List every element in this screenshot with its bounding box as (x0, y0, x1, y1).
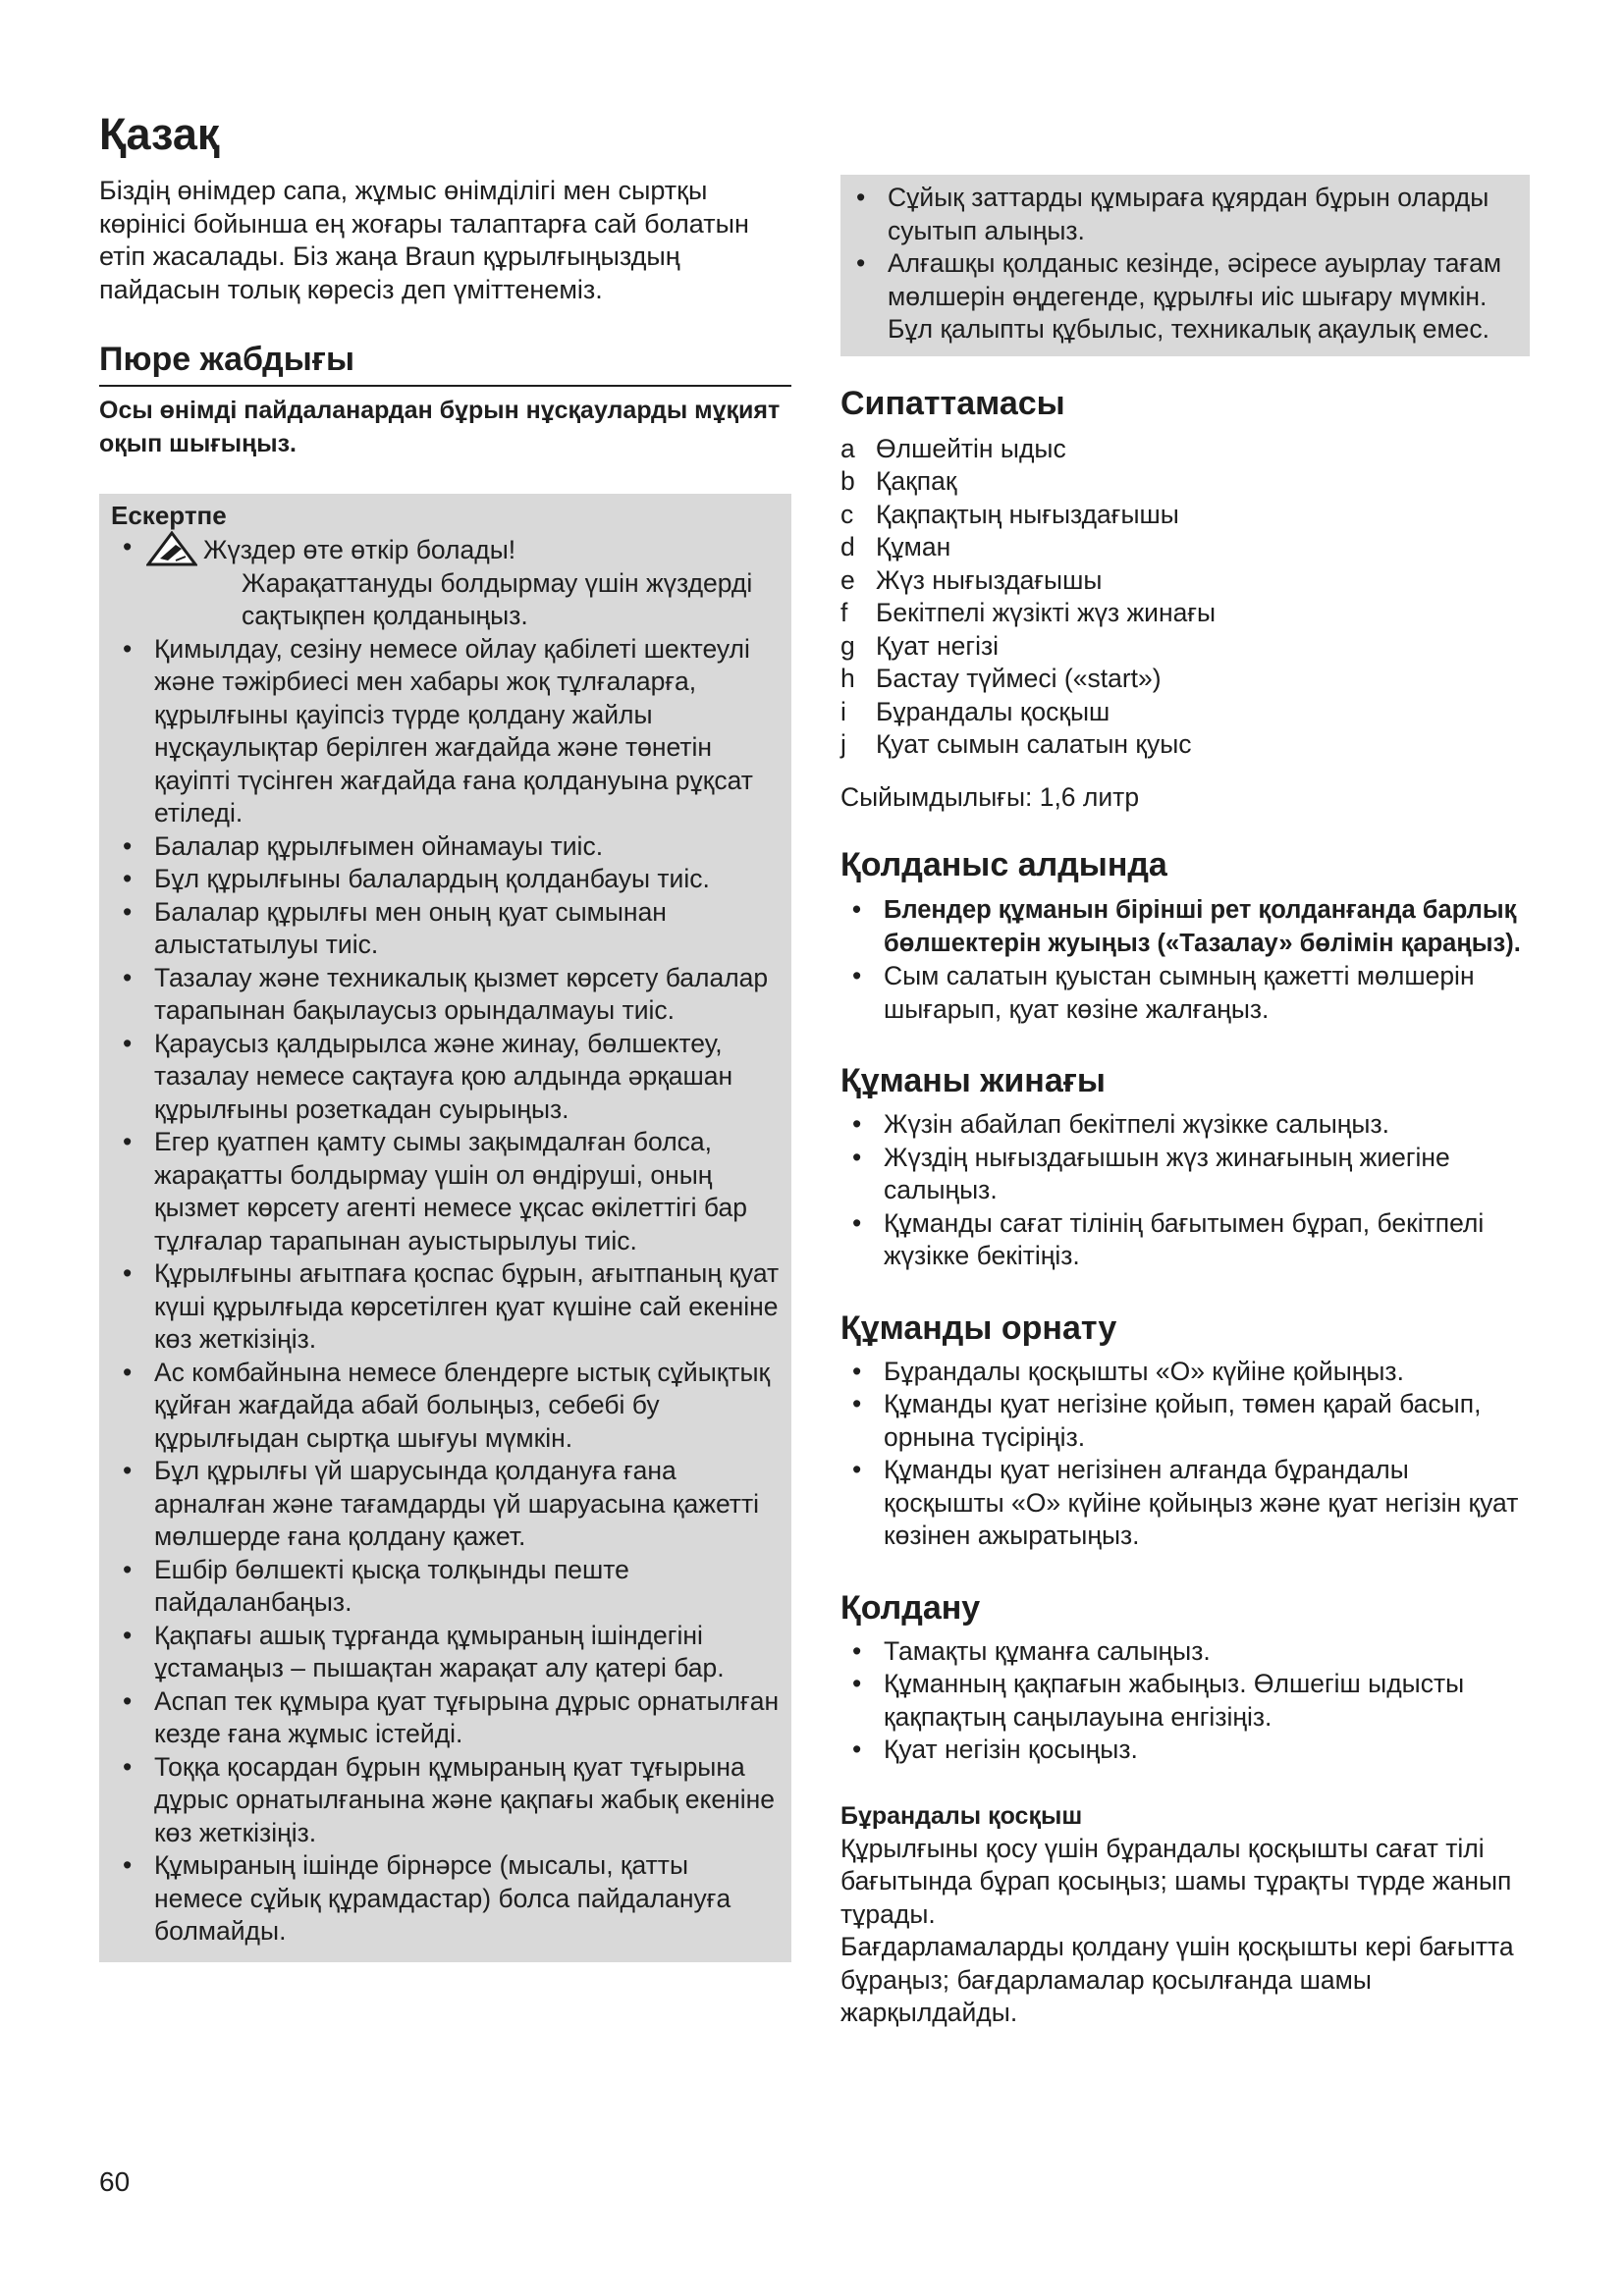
warning-items-list (111, 633, 784, 1949)
usage-item: • Құманның қақпағын жабыңыз. Өлшегіш ыдысты қақпақтың саңылауына енгізіңіз. (840, 1668, 1530, 1734)
read-instructions-note: Осы өнімді пайдаланардан бұрын нұсқауларды мұқият оқып шығыңыз. (99, 397, 781, 457)
parts-list (840, 433, 1530, 762)
warning-title: Ескертпе (111, 501, 227, 530)
part-item (840, 630, 1530, 664)
rotary-switch-text-1: Құрылғыны қосу үшін бұрандалы қосқышты сағат тілі бағытында бұрап қосыңыз; шамы тұрақты түрде жанып тұрады. (840, 1833, 1512, 1929)
part-item (840, 531, 1530, 564)
part-item (840, 696, 1530, 729)
capacity-text: Сыйымдылығы: 1,6 литр (840, 781, 1140, 812)
part-text: Қақпақ (876, 466, 957, 496)
warning-item: • Ас комбайнына немесе блендерге ыстық сұйықтық құйған жағдайда абай болыңыз, себебі бу құрылғыдан сыртқа шығуы мүмкін. (111, 1357, 784, 1456)
install-list (840, 1356, 1530, 1553)
part-text: Өлшейтін ыдыс (876, 433, 1066, 463)
warning-continued-list (844, 182, 1522, 347)
part-letter: i (840, 696, 846, 726)
install-item: • Құманды қуат негізінен алғанда бұрандалы қосқышты «O» күйіне қойыңыз және қуат негізін қуат көзінен ажыратыңыз. (840, 1454, 1530, 1553)
warning-item: • Тоққа қосардан бұрын құмыраның қуат тұғырына дұрыс орнатылғанына және қақпағы жабық екеніне көз жеткізіңіз. (111, 1751, 784, 1850)
install-item: • Бұрандалы қосқышты «O» күйіне қойыңыз. (840, 1356, 1530, 1389)
part-item (840, 465, 1530, 499)
assembly-item: • Жүзін абайлап бекітпелі жүзікке салыңыз. (840, 1108, 1530, 1142)
part-letter: d (840, 532, 855, 561)
part-item (840, 663, 1530, 696)
part-text: Бастау түймесі («start») (876, 664, 1162, 693)
warning-box (99, 494, 791, 1962)
part-text: Құман (876, 532, 951, 561)
part-item (840, 433, 1530, 466)
part-letter: g (840, 630, 855, 661)
warning-item: • Балалар құрылғы мен оның қуат сымынан алыстатылуы тиіс. (111, 896, 784, 962)
part-letter: h (840, 664, 855, 693)
warning-sub-text: Жарақаттануды болдырмау үшін жүздерді сақтықпен қолданыңыз. (242, 567, 753, 630)
warning-item: • Бұл құрылғы үй шарусында қолдануға ғана арналған және тағамдарды үй шаруасына қажетті мөлшерде ғана қолдану қажет. (111, 1455, 784, 1554)
part-letter: f (840, 598, 848, 627)
warning-item-text: Жүздер өте өткір болады! (203, 535, 516, 564)
left-column (99, 175, 791, 1962)
assembly-item: • Жүздің нығыздағышын жүз жинағының жиегіне салыңыз. (840, 1142, 1530, 1207)
warning-item: • Бұл құрылғыны балалардың қолданбауы тиіс. (111, 863, 784, 896)
usage-item: • Тамақты құманға салыңыз. (840, 1635, 1530, 1669)
assembly-list (840, 1108, 1530, 1273)
part-text: Жүз нығыздағышы (876, 564, 1103, 595)
warning-list (111, 531, 784, 567)
page-number: 60 (99, 2166, 131, 2197)
warning-item: • Алғашқы қолданыс кезінде, әсіресе ауырлау тағам мөлшерін өңдегенде, құрылғы иіс шығару мүмкін. Бұл қалыпты құбылыс, техникалық ақаулық емес. (844, 247, 1522, 347)
part-text: Бекітпелі жүзікті жүз жинағы (876, 598, 1217, 627)
part-letter: j (840, 729, 846, 759)
part-text: Бұрандалы қосқыш (876, 696, 1110, 726)
before-use-item: • Сым салатын қуыстан сымның қажетті мөлшерін шығарып, қуат көзіне жалғаңыз. (840, 960, 1530, 1026)
warning-item: • Тазалау және техникалық қызмет көрсету балалар тарапынан бақылаусыз орындалмауы тиіс. (111, 962, 784, 1028)
right-column (840, 175, 1530, 2030)
page-title: Қазақ (99, 109, 220, 159)
rotary-switch-text-2: Бағдарламаларды қолдану үшін қосқышты кері бағытта бұраңыз; бағдарламалар қосылғанда шамы жарқылдайды. (840, 1932, 1514, 2027)
install-item: • Құманды қуат негізіне қойып, төмен қарай басып, орнына түсіріңіз. (840, 1388, 1530, 1454)
part-text: Қуат сымын салатын қуыс (876, 729, 1192, 759)
section-title-before-use: Қолданыс алдында (840, 846, 1167, 883)
warning-item: • Қимылдау, сезіну немесе ойлау қабілеті шектеулі және тәжірбиесі мен хабары жоқ тұлғаларға, құрылғыны қауіпсіз түрде қолдану жайлы нұсқаулықтар берілген жағдайда және төнетін қауіпті түсінген жағдайда ғана қолдануына рұқсат етіледі. (111, 633, 784, 830)
section-title-description: Сипаттамасы (840, 384, 1065, 422)
warning-item: • Қараусыз қалдырылса және жинау, бөлшектеу, тазалау немесе сақтауға қою алдында әрқашан құрылғыны розеткадан суырыңыз. (111, 1028, 784, 1127)
warning-item: • Балалар құрылғымен ойнамауы тиіс. (111, 830, 784, 864)
section-title-puree: Пюре жабдығы (99, 340, 791, 387)
before-use-list (840, 894, 1530, 1026)
intro-paragraph: Біздің өнімдер сапа, жұмыс өнімділігі мен сыртқы көрінісі бойынша ең жоғары талаптарға сай болатын етіп жасалады. Біз жаңа Braun құрылғыңыздың пайдасын толық көресіз деп үміттенеміз. (99, 176, 749, 304)
section-title-install: Құманды орнату (840, 1308, 1117, 1347)
part-letter: a (840, 433, 855, 463)
part-item (840, 597, 1530, 630)
assembly-item: • Құманды сағат тілінің бағытымен бұрап, бекітпелі жүзікке бекітіңіз. (840, 1207, 1530, 1273)
warning-item: • Сұйық заттарды құмыраға құярдан бұрын оларды суытып алыңыз. (844, 182, 1522, 247)
warning-continued-box (840, 175, 1530, 356)
part-item (840, 499, 1530, 532)
part-letter: b (840, 466, 855, 496)
section-title-usage: Қолдану (840, 1588, 981, 1627)
warning-item: • Құрылғыны ағытпаға қоспас бұрын, ағытпаның қуат күші құрылғыда көрсетілген қуат күшіне сай екеніне көз жеткізіңіз. (111, 1257, 784, 1357)
part-text: Қуат негізі (876, 630, 1000, 661)
section-title-assembly: Құманы жинағы (840, 1062, 1106, 1099)
part-letter: c (840, 499, 854, 529)
warning-item: • Құмыраның ішінде бірнәрсе (мысалы, қатты немесе сұйық құрамдастар) болса пайдалануға болмайды. (111, 1849, 784, 1949)
warning-item: • Қақпағы ашық тұрғанда құмыраның ішіндегіні ұстамаңыз – пышақтан жарақат алу қатері бар. (111, 1620, 784, 1685)
usage-list (840, 1635, 1530, 1767)
warning-item: • Егер қуатпен қамту сымы зақымдалған болса, жарақатты болдырмау үшін ол өндіруші, оның қызмет көрсету агенті немесе ұқсас өкілеттігі бар тұлғалар тарапынан ауыстырылуы тиіс. (111, 1126, 784, 1257)
part-text: Қақпақтың нығыздағышы (876, 499, 1179, 529)
warning-item: • Ешбір бөлшекті қысқа толқынды пеште пайдаланбаңыз. (111, 1554, 784, 1620)
warning-item: • Аспап тек құмыра қуат тұғырына дұрыс орнатылған кезде ғана жұмыс істейді. (111, 1685, 784, 1751)
part-item (840, 564, 1530, 598)
rotary-switch-title: Бұрандалы қосқыш (840, 1801, 1083, 1830)
warning-item-blades (111, 531, 784, 567)
usage-item: • Қуат негізін қосыңыз. (840, 1734, 1530, 1767)
before-use-item: • Блендер құманын бірінші рет қолданғанда барлық бөлшектерін жуыңыз («Тазалау» бөлімін қараңыз). (840, 894, 1530, 960)
part-letter: e (840, 564, 855, 595)
part-item (840, 728, 1530, 762)
sharp-blade-warning-icon (146, 531, 197, 566)
